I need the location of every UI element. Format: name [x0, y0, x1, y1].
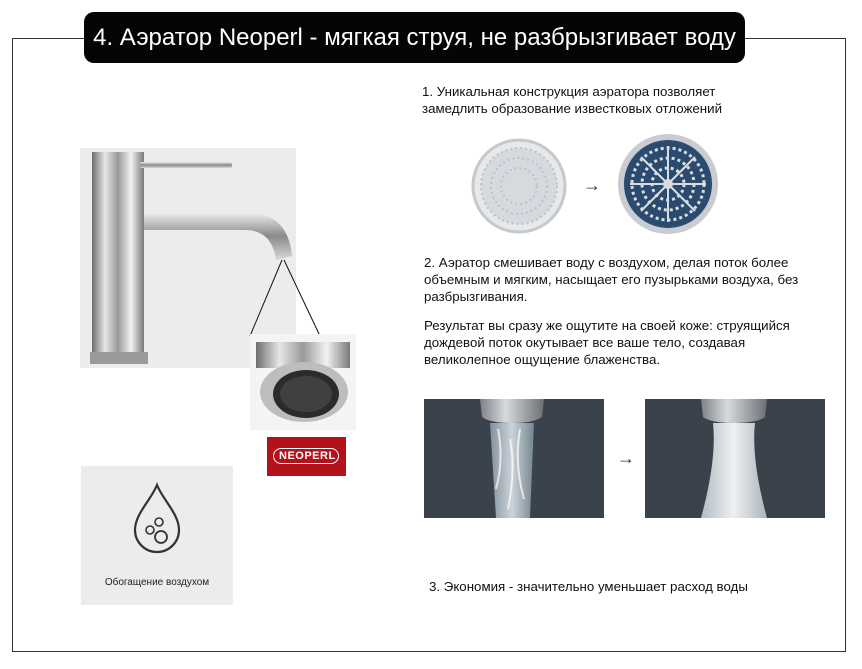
air-enrichment-caption: Обогащение воздухом — [104, 577, 210, 588]
aerator-closeup-image — [250, 334, 356, 430]
air-enrichment-card — [81, 466, 233, 605]
result-line2: дождевой поток окутывает все ваше тело, создавая — [424, 335, 746, 350]
result-line1: Результат вы сразу же ощутите на своей коже: струящийся — [424, 318, 790, 333]
callout-lines — [248, 258, 328, 338]
point3-text: 3. Экономия - значительно уменьшает расход воды — [429, 579, 748, 594]
section-title: 4. Аэратор Neoperl - мягкая струя, не разбрызгивает воду — [84, 12, 745, 63]
water-arrow-icon: → — [617, 448, 635, 468]
aerator-old-image — [470, 137, 568, 235]
neoperl-logo — [267, 437, 346, 476]
aerator-arrow-icon: → — [583, 175, 601, 195]
aerator-new-image — [616, 132, 720, 236]
point1-line1: 1. Уникальная конструкция аэратора позволяет — [422, 84, 716, 99]
point1-line2: замедлить образование известковых отложений — [422, 101, 722, 116]
water-drop-bubbles-icon — [129, 482, 185, 554]
point2-line1: 2. Аэратор смешивает воду с воздухом, делая поток более — [424, 255, 789, 270]
point2-line3: разбрызгивания. — [424, 289, 528, 304]
result-line3: великолепное ощущение блаженства. — [424, 352, 661, 367]
point2-line2: объемным и мягким, насыщает его пузырьками воздуха, без — [424, 272, 799, 287]
neoperl-logo-text: NEOPERL — [279, 450, 336, 462]
water-stream-splashing-image — [424, 399, 604, 518]
water-stream-aerated-image — [645, 399, 825, 518]
